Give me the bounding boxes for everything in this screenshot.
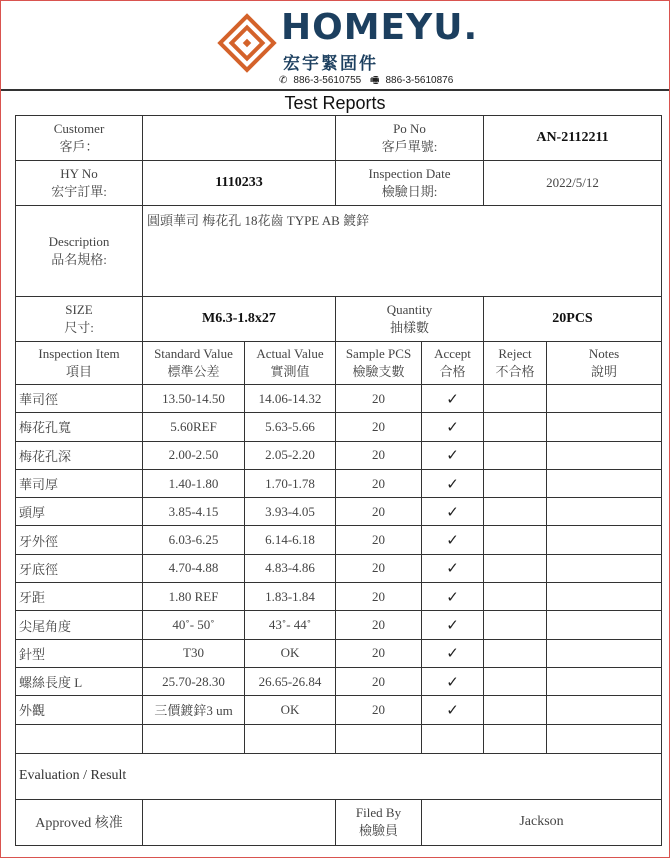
report-table [15,115,662,846]
item-cell: 尖尾角度 [16,611,143,639]
reject-cell [484,554,547,582]
check-icon: ✓ [422,639,484,667]
notes-cell [547,583,662,611]
hy-value: 1110233 [143,161,336,206]
homeyu-logo-icon [217,13,277,73]
column-header: Reject 不合格 [484,342,547,385]
sample-pcs-cell: 20 [336,611,422,639]
reject-cell [484,498,547,526]
column-header: Inspection Item 項目 [16,342,143,385]
actual-value-cell: 26.65-26.84 [245,667,336,695]
customer-label: Customer 客戶： [16,116,143,161]
reject-cell [484,639,547,667]
item-cell [16,724,143,753]
approved-label: Approved 核准 [16,799,143,845]
table-row [16,583,662,611]
check-icon: ✓ [422,526,484,554]
table-row [16,498,662,526]
sample-pcs-cell: 20 [336,469,422,497]
phone-number: 886-3-5610755 [293,75,362,86]
sample-pcs-cell: 20 [336,526,422,554]
notes-cell [547,667,662,695]
check-icon: ✓ [422,696,484,724]
report-header [1,1,669,87]
actual-value-cell: OK [245,639,336,667]
table-row [16,526,662,554]
item-cell: 針型 [16,639,143,667]
quantity-label: Quantity 抽樣數 [336,297,484,342]
size-label: SIZE 尺寸: [16,297,143,342]
column-header: Standard Value 標準公差 [143,342,245,385]
item-cell: 牙外徑 [16,526,143,554]
notes-cell [547,526,662,554]
reject-cell [484,696,547,724]
description-label: Description 品名規格: [16,206,143,297]
standard-value-cell: 6.03-6.25 [143,526,245,554]
standard-value-cell: 5.60REF [143,413,245,441]
reject-cell [484,526,547,554]
notes-cell [547,554,662,582]
check-icon: ✓ [422,469,484,497]
column-header: Notes 說明 [547,342,662,385]
actual-value-cell: 14.06-14.32 [245,385,336,413]
hy-row [16,161,662,206]
item-cell: 梅花孔深 [16,441,143,469]
item-cell: 梅花孔寬 [16,413,143,441]
size-row [16,297,662,342]
hy-label: HY No 宏宇訂單: [16,161,143,206]
evaluation-row [16,753,662,799]
fax-icon: 🖷 [370,75,380,86]
phone-icon: ✆ [279,75,288,86]
actual-value-cell: 1.83-1.84 [245,583,336,611]
check-icon: ✓ [422,441,484,469]
actual-value-cell [245,724,336,753]
actual-value-cell: 2.05-2.20 [245,441,336,469]
actual-value-cell: 4.83-4.86 [245,554,336,582]
contact-info [279,73,459,90]
standard-value-cell [143,724,245,753]
standard-value-cell: 4.70-4.88 [143,554,245,582]
sample-pcs-cell: 20 [336,667,422,695]
standard-value-cell: 三價鍍鋅3 um [143,696,245,724]
notes-cell [547,469,662,497]
table-row [16,724,662,753]
size-value: M6.3-1.8x27 [143,297,336,342]
actual-value-cell: 6.14-6.18 [245,526,336,554]
reject-cell [484,724,547,753]
report-title: Test Reports [1,89,669,117]
sample-pcs-cell: 20 [336,554,422,582]
standard-value-cell: 3.85-4.15 [143,498,245,526]
reject-cell [484,441,547,469]
table-row [16,469,662,497]
item-cell: 外觀 [16,696,143,724]
inspection-rows [16,385,662,754]
filed-by-label: Filed By 檢驗員 [336,799,422,845]
sample-pcs-cell [336,724,422,753]
actual-value-cell: 5.63-5.66 [245,413,336,441]
brand-name: HOMEYU. [281,7,479,48]
standard-value-cell: T30 [143,639,245,667]
item-cell: 牙底徑 [16,554,143,582]
item-cell: 螺絲長度 L [16,667,143,695]
check-icon: ✓ [422,554,484,582]
item-cell: 頭厚 [16,498,143,526]
actual-value-cell: OK [245,696,336,724]
filed-by-value: Jackson [422,799,662,845]
notes-cell [547,385,662,413]
column-header: Actual Value 實測值 [245,342,336,385]
notes-cell [547,639,662,667]
check-icon: ✓ [422,583,484,611]
table-row [16,639,662,667]
standard-value-cell: 13.50-14.50 [143,385,245,413]
customer-value [143,116,336,161]
item-cell: 華司厚 [16,469,143,497]
reject-cell [484,385,547,413]
notes-cell [547,498,662,526]
item-cell: 牙距 [16,583,143,611]
check-icon: ✓ [422,611,484,639]
table-row [16,554,662,582]
column-header-row [16,342,662,385]
notes-cell [547,441,662,469]
standard-value-cell: 40˚- 50˚ [143,611,245,639]
customer-row [16,116,662,161]
inspection-date-label: Inspection Date 檢驗日期: [336,161,484,206]
sample-pcs-cell: 20 [336,413,422,441]
table-row [16,696,662,724]
table-row [16,667,662,695]
sample-pcs-cell: 20 [336,441,422,469]
check-icon: ✓ [422,413,484,441]
actual-value-cell: 43˚- 44˚ [245,611,336,639]
column-header: Accept 合格 [422,342,484,385]
notes-cell [547,724,662,753]
sample-pcs-cell: 20 [336,696,422,724]
po-label: Po No 客戶單號: [336,116,484,161]
reject-cell [484,583,547,611]
reject-cell [484,611,547,639]
po-value: AN-2112211 [484,116,662,161]
table-row [16,611,662,639]
standard-value-cell: 1.80 REF [143,583,245,611]
item-cell: 華司徑 [16,385,143,413]
actual-value-cell: 1.70-1.78 [245,469,336,497]
sample-pcs-cell: 20 [336,385,422,413]
reject-cell [484,469,547,497]
actual-value-cell: 3.93-4.05 [245,498,336,526]
check-icon: ✓ [422,667,484,695]
approved-value [143,799,336,845]
column-header: Sample PCS 檢驗支數 [336,342,422,385]
description-row [16,206,662,297]
check-icon: ✓ [422,498,484,526]
notes-cell [547,611,662,639]
standard-value-cell: 1.40-1.80 [143,469,245,497]
check-icon: ✓ [422,385,484,413]
sample-pcs-cell: 20 [336,583,422,611]
brand-name-chinese: 宏宇緊固件 [283,54,378,74]
notes-cell [547,413,662,441]
quantity-value: 20PCS [484,297,662,342]
standard-value-cell: 2.00-2.50 [143,441,245,469]
description-value: 圓頭華司 梅花孔 18花齒 TYPE AB 鍍鋅 [143,206,662,297]
table-row [16,413,662,441]
table-row [16,385,662,413]
sample-pcs-cell: 20 [336,639,422,667]
sample-pcs-cell: 20 [336,498,422,526]
evaluation-label: Evaluation / Result [16,753,662,799]
table-row [16,441,662,469]
notes-cell [547,696,662,724]
standard-value-cell: 25.70-28.30 [143,667,245,695]
fax-number: 886-3-5610876 [385,75,454,86]
accept-cell [422,724,484,753]
reject-cell [484,667,547,695]
inspection-date-value: 2022/5/12 [484,161,662,206]
approval-row [16,799,662,845]
reject-cell [484,413,547,441]
